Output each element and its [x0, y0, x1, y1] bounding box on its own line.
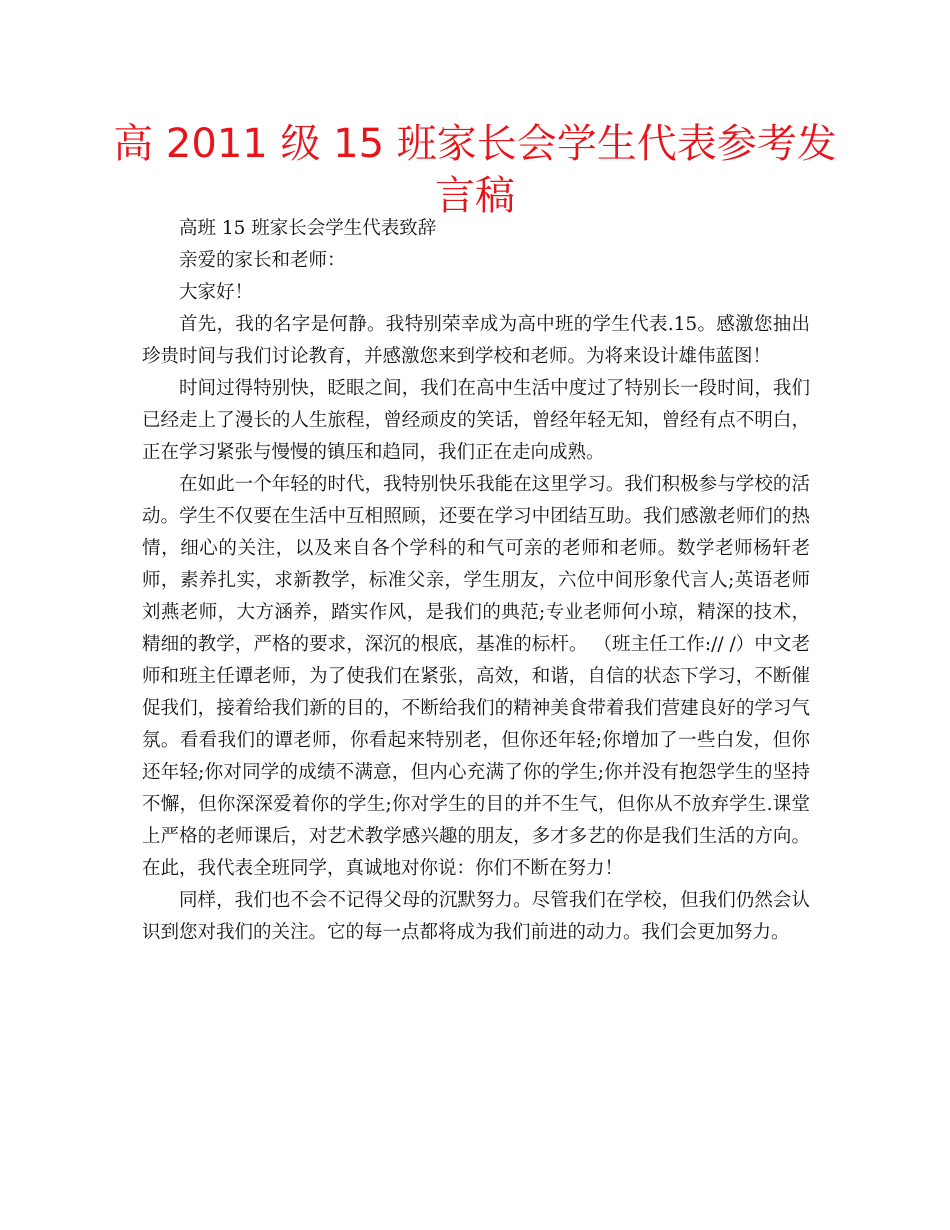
paragraph-greeting: 大家好！	[179, 282, 254, 303]
paragraph-introduction: 首先，我的名字是何静。我特别荣幸成为高中班的学生代表.15。感激您抽出珍贵时间与我们讨论教育，并感激您来到学校和老师。为将来设计雄伟蓝图！	[142, 314, 810, 367]
paragraph-salutation: 亲爱的家长和老师：	[179, 250, 346, 271]
paragraph-teachers: 在如此一个年轻的时代，我特别快乐我能在这里学习。我们积极参与学校的活动。学生不仅要在生活中互相照顾，还要在学习中团结互助。我们感激老师们的热情，细心的关注，以及来自各个学科的和气可亲的老师和老师。数学老师杨轩老师，素养扎实，求新教学，标准父亲，学生朋友，六位中间形象代言人;英语老师刘燕老师，大方涵养，踏实作风，是我们的典范;专业老师何小琼，精深的技术，精细的教学，严格的要求，深沉的根底，基准的标杆。 （班主任工作:// /）中文老师和班主任谭老师，为了使我们在紧张，高效，和谐，自信的状态下学习，不断催促我们，接着给我们新的目的，不断给我们的精神美食带着我们营建良好的学习气氛。看看我们的谭老师，你看起来特别老，但你还年轻;你增加了一些白发，但你还年轻;你对同学的成绩不满意，但内心充满了你的学生;你并没有抱怨学生的坚持不懈，但你深深爱着你的学生;你对学生的目的并不生气，但你从不放弃学生.课堂上严格的老师课后，对艺术教学感兴趣的朋友，多才多艺的你是我们生活的方向。在此，我代表全班同学，真诚地对你说：你们不断在努力！	[142, 474, 810, 879]
paragraph-parents: 同样，我们也不会不记得父母的沉默努力。尽管我们在学校，但我们仍然会认识到您对我们的关注。它的每一点都将成为我们前进的动力。我们会更加努力。	[142, 890, 810, 943]
paragraph-time: 时间过得特别快，眨眼之间，我们在高中生活中度过了特别长一段时间，我们已经走上了漫长的人生旅程，曾经顽皮的笑话，曾经年轻无知，曾经有点不明白，正在学习紧张与慢慢的镇压和趋同，我们正在走向成熟。	[142, 378, 810, 463]
document-body	[142, 213, 810, 949]
document-title: 高 2011 级 15 班家长会学生代表参考发言稿	[113, 121, 837, 219]
paragraph-heading: 高班 15 班家长会学生代表致辞	[179, 218, 437, 239]
